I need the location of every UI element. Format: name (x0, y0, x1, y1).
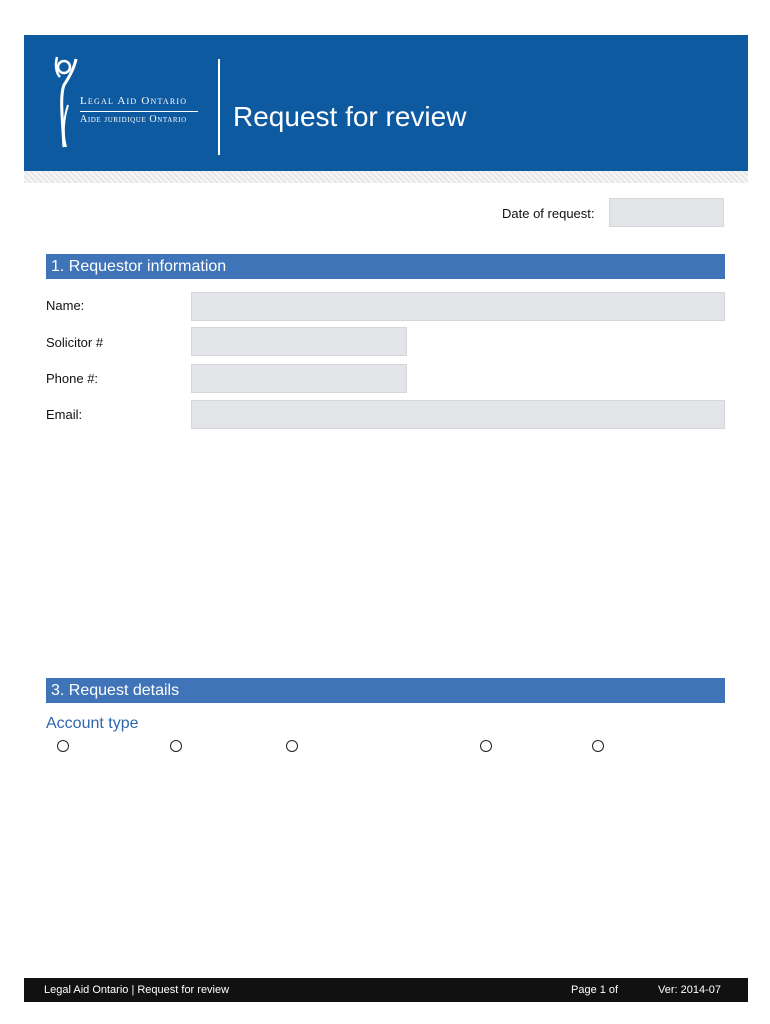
org-name-fr: Aide juridique Ontario (80, 114, 187, 125)
legal-aid-ontario-logo (54, 55, 80, 155)
account-type-radio-2[interactable] (170, 740, 182, 752)
account-type-label: Account type (46, 715, 139, 732)
phone-field[interactable] (191, 364, 407, 393)
header-divider (218, 59, 220, 155)
section-1-heading: 1. Requestor information (46, 254, 725, 279)
solicitor-field[interactable] (191, 327, 407, 356)
solicitor-label: Solicitor # (46, 335, 104, 350)
name-label: Name: (46, 298, 85, 313)
email-field[interactable] (191, 400, 725, 429)
footer-version: Ver: 2014-07 (658, 984, 721, 996)
page-footer (24, 978, 748, 1002)
account-type-radio-4[interactable] (480, 740, 492, 752)
page-title: Request for review (233, 101, 467, 132)
date-of-request-field[interactable] (609, 198, 724, 227)
name-field[interactable] (191, 292, 725, 321)
account-type-radio-5[interactable] (592, 740, 604, 752)
org-name-rule (80, 111, 198, 112)
email-label: Email: (46, 407, 83, 422)
phone-label: Phone #: (46, 371, 99, 386)
footer-title: Legal Aid Ontario | Request for review (44, 984, 230, 996)
footer-page-number: Page 1 of (571, 984, 619, 996)
org-name-en: Legal Aid Ontario (80, 95, 188, 107)
date-of-request-label: Date of request: (502, 206, 595, 221)
section-3-heading: 3. Request details (46, 678, 725, 703)
account-type-radio-3[interactable] (286, 740, 298, 752)
header-banner (24, 35, 748, 171)
account-type-radio-1[interactable] (57, 740, 69, 752)
header-hatch-band (24, 171, 748, 183)
